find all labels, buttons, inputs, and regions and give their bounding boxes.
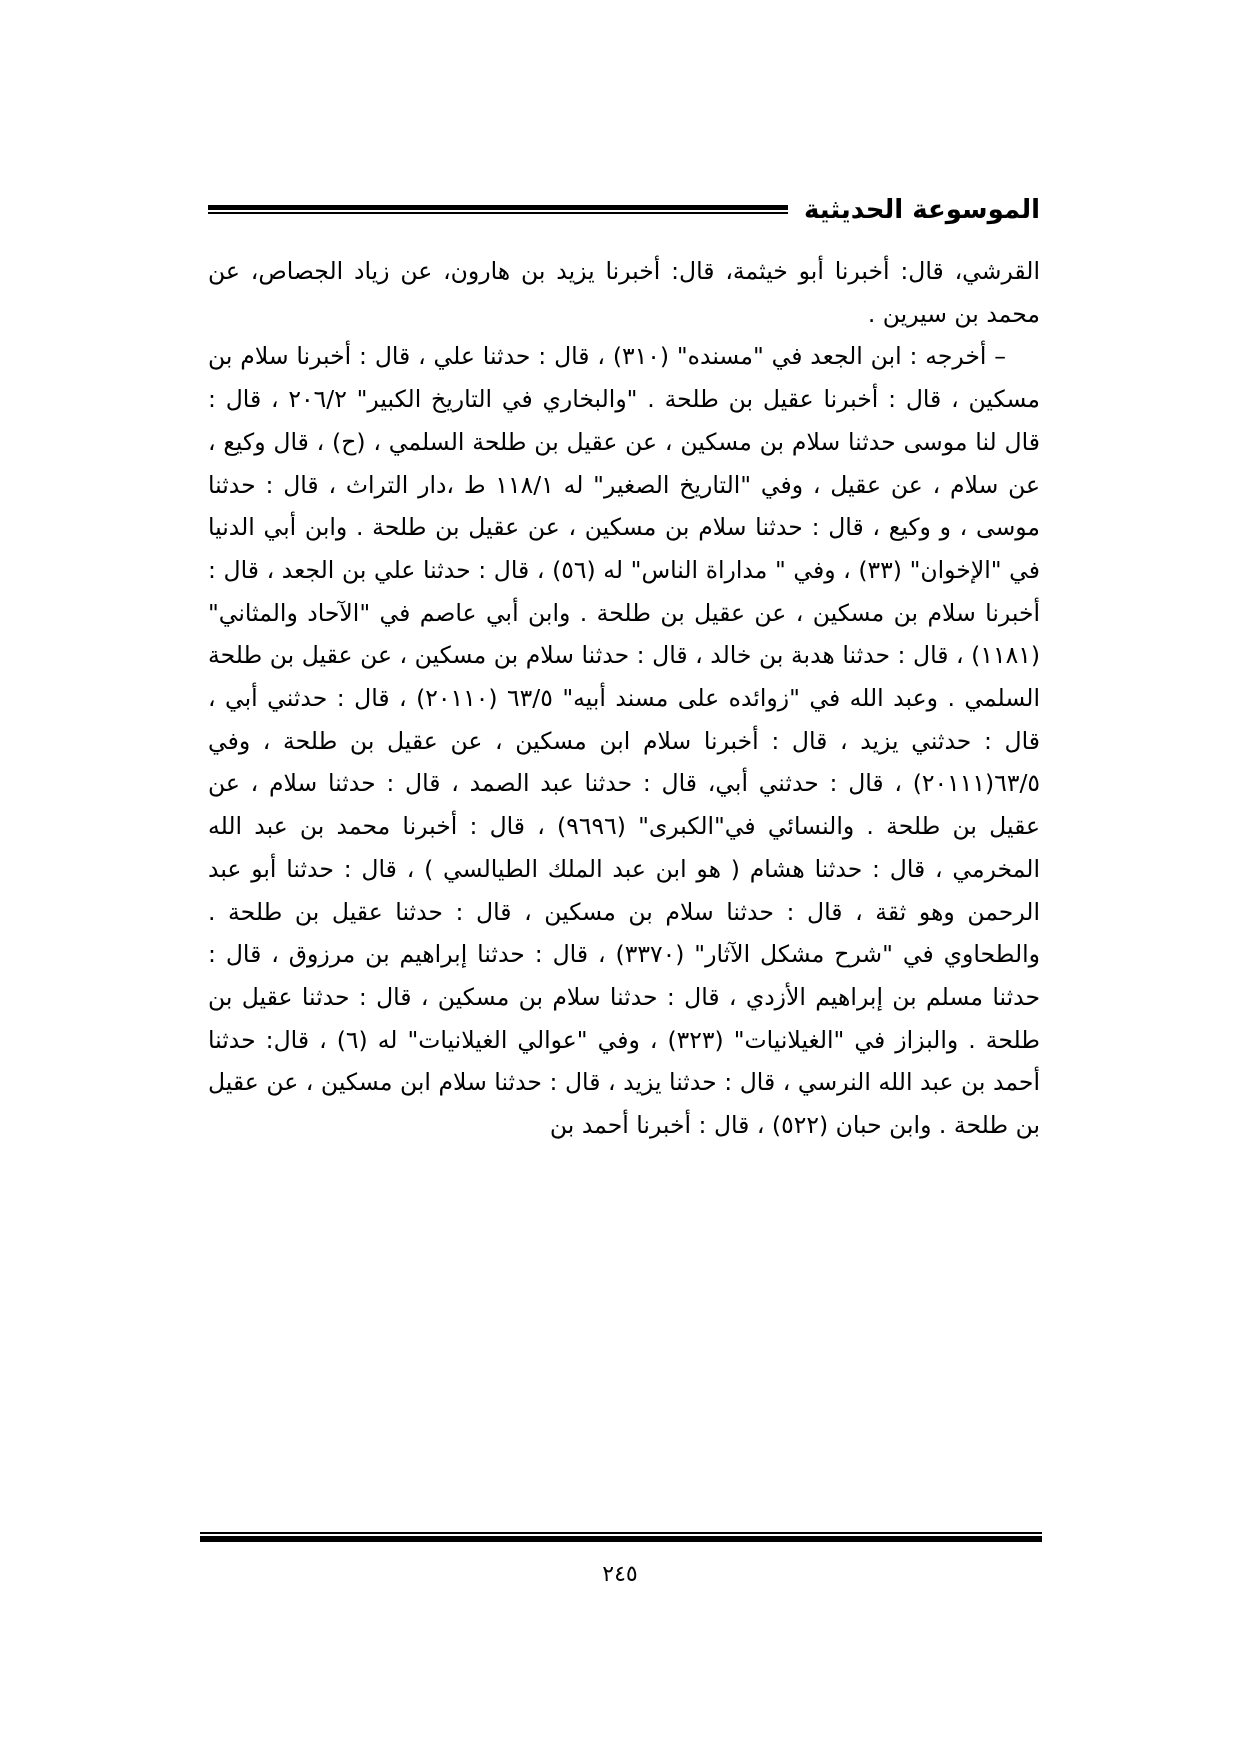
paragraph-continuation: القرشي، قال: أخبرنا أبو خيثمة، قال: أخبرنا يزيد بن هارون، عن زياد الجصاص، عن محمد بن سيرين . — [208, 257, 1040, 328]
page-body — [208, 250, 1040, 1147]
running-header — [208, 190, 1040, 230]
page-number: ٢٤٥ — [602, 1562, 638, 1587]
paragraph-takhrij: – أخرجه : ابن الجعد في "مسنده" (٣١٠) ، قال : حدثنا علي ، قال : أخبرنا سلام بن مسكين ، قال : أخبرنا عقيل بن طلحة . "والبخاري في التاريخ الكبير" ٢٠٦/٢ ، قال : قال لنا موسى حدثنا سلام بن مسكين ، عن عقيل بن طلحة السلمي ، (ح) ، قال وكيع ، عن سلام ، عن عقيل ، وفي "التاريخ الصغير" له ١١٨/١ ط ،دار التراث ، قال : حدثنا موسى ، و وكيع ، قال : حدثنا سلام بن مسكين ، عن عقيل بن طلحة . وابن أبي الدنيا في "الإخوان" (٣٣) ، وفي " مداراة الناس" له (٥٦) ، قال : حدثنا علي بن الجعد ، قال : أخبرنا سلام بن مسكين ، عن عقيل بن طلحة . وابن أبي عاصم في "الآحاد والمثاني" (١١٨١) ، قال : حدثنا هدبة بن خالد ، قال : حدثنا سلام بن مسكين ، عن عقيل بن طلحة السلمي . وعبد الله في "زوائده على مسند أبيه" ٦٣/٥ (٢٠١١٠) ، قال : حدثني أبي ، قال : حدثني يزيد ، قال : أخبرنا سلام ابن مسكين ، عن عقيل بن طلحة ، وفي ٦٣/٥(٢٠١١١) ، قال : حدثني أبي، قال : حدثنا عبد الصمد ، قال : حدثنا سلام ، عن عقيل بن طلحة . والنسائي في"الكبرى" (٩٦٩٦) ، قال : أخبرنا محمد بن عبد الله المخرمي ، قال : حدثنا هشام ( هو ابن عبد الملك الطيالسي ) ، قال : حدثنا أبو عبد الرحمن وهو ثقة ، قال : حدثنا سلام بن مسكين ، قال : حدثنا عقيل بن طلحة . والطحاوي في "شرح مشكل الآثار" (٣٣٧٠) ، قال : حدثنا إبراهيم بن مرزوق ، قال : حدثنا مسلم بن إبراهيم الأزدي ، قال : حدثنا سلام بن مسكين ، قال : حدثنا عقيل بن طلحة . والبزاز في "الغيلانيات" (٣٢٣) ، وفي "عوالي الغيلانيات" له (٦) ، قال: حدثنا أحمد بن عبد الله النرسي ، قال : حدثنا يزيد ، قال : حدثنا سلام ابن مسكين ، عن عقيل بن طلحة . وابن حبان (٥٢٢) ، قال : أخبرنا أحمد بن — [208, 342, 1041, 1140]
footer-double-rule — [200, 1532, 1042, 1542]
header-title: الموسوعة الحديثية — [788, 190, 1040, 230]
